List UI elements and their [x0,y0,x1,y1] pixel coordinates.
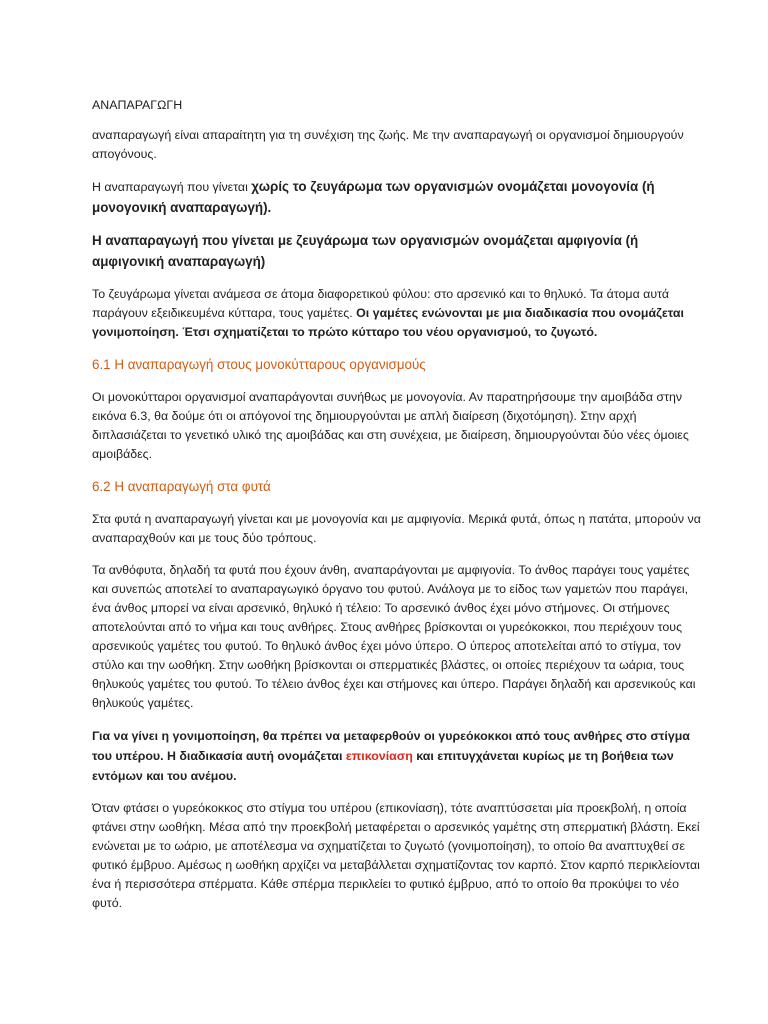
paragraph-unicellular: Οι μονοκύτταροι οργανισμοί αναπαράγονται συνήθως με μονογονία. Αν παρατηρήσουμε την αμοιβάδα στην εικόνα 6.3, θα δούμε ότι οι απόγονοί της δημιουργούνται με απλή διαίρεση (διχοτόμηση). Στην αρχή διπλασιάζεται το γενετικό υλικό της αμοιβάδας και στη συνέχεια, με διαίρεση, δημιουργούνται δύο νέες όμοιες αμοιβάδες. [92,390,689,461]
monogony-definition: χωρίς το ζευγάρωμα των οργανισμών ονομάζεται μονογονία (ή μονογονική αναπαραγωγή). [92,179,655,215]
fertilization-text: Οι γαμέτες ενώνονται με μια διαδικασία που ονομάζεται γονιμοποίηση. Έτσι σχηματίζεται το πρώτο κύτταρο του νέου οργανισμού, το ζυγωτό. [92,306,684,339]
heading-unicellular: 6.1 Η αναπαραγωγή στους μονοκύτταρους οργανισμούς [92,357,426,372]
pollination-text-end: και επιτυγχάνεται κυρίως με τη βοήθεια των εντόμων και του ανέμου. [92,749,674,783]
pollination-term: επικονίαση [345,749,413,763]
paragraph-fertilization: Όταν φτάσει ο γυρεόκοκκος στο στίγμα του υπέρου (επικονίαση), τότε αναπτύσσεται μία προεκβολή, η οποία φτάνει στην ωοθήκη. Μέσα από την προεκβολή μεταφέρεται ο αρσενικός γαμέτης στη σπερματική βλάστη. Εκεί ενώνεται με το ωάριο, με αποτέλεσμα να σχηματίζεται το ζυγωτό (γονιμοποίηση), το οποίο θα αναπτυχθεί σε φυτικό έμβρυο. Αμέσως η ωοθήκη αρχίζει να μεταβάλλεται σχηματίζοντας τον καρπό. Στον καρπό περικλείονται ένα ή περισσότερα σπέρματα. Κάθε σπέρμα περικλείει το φυτικό έμβρυο, από το οποίο θα προκύψει το νέο φυτό. [92,801,700,910]
paragraph-pollination [92,726,708,786]
paragraph-mating [92,285,708,342]
paragraph-monogony [92,177,708,218]
pollination-text: Για να γίνει η γονιμοποίηση, θα πρέπει να μεταφερθούν οι γυρεόκοκκοι από τους ανθήρες στο στίγμα του υπέρου. Η διαδικασία αυτή ονομάζεται [92,729,690,763]
heading-plants: 6.2 Η αναπαραγωγή στα φυτά [92,479,271,494]
paragraph-plants-intro: Στα φυτά η αναπαραγωγή γίνεται και με μονογονία και με αμφιγονία. Μερικά φυτά, όπως η πατάτα, μπορούν να αναπαραχθούν και με τους δύο τρόπους. [92,512,701,545]
paragraph-amphigony: Η αναπαραγωγή που γίνεται με ζευγάρωμα των οργανισμών ονομάζεται αμφιγονία (ή αμφιγονική αναπαραγωγή) [92,233,639,269]
paragraph-flowers: Τα ανθόφυτα, δηλαδή τα φυτά που έχουν άνθη, αναπαράγονται με αμφιγονία. Το άνθος παράγει τους γαμέτες και συνεπώς αποτελεί το αναπαραγωγικό όργανο του φυτού. Ανάλογα με το είδος των γαμετών που παράγει, ένα άνθος μπορεί να είναι αρσενικό, θηλυκό ή τέλειο: Το αρσενικό άνθος έχει μόνο στήμονες. Οι στήμονες αποτελούνται από το νήμα και τους ανθήρες. Στους ανθήρες βρίσκονται οι γυρεόκοκκοι, που περιέχουν τους αρσενικούς γαμέτες του φυτού. Το θηλυκό άνθος έχει μόνο ύπερο. Ο ύπερος αποτελείται από το στίγμα, τον στύλο και την ωοθήκη. Στην ωοθήκη βρίσκονται οι σπερματικές βλάστες, οι οποίες περιέχουν τα ωάρια, τους θηλυκούς γαμέτες του φυτού. Το τέλειο άνθος έχει και στήμονες και ύπερο. Παράγει δηλαδή και αρσενικούς και θηλυκούς γαμέτες. [92,563,696,710]
paragraph-intro: αναπαραγωγή είναι απαραίτητη για τη συνέχιση της ζωής. Με την αναπαραγωγή οι οργανισμοί δημιουργούν απογόνους. [92,128,684,161]
document-title: ΑΝΑΠΑΡΑΓΩΓΗ [92,98,183,112]
mating-text: Το ζευγάρωμα γίνεται ανάμεσα σε άτομα διαφορετικού φύλου: στο αρσενικό και το θηλυκό. Τα άτομα αυτά παράγουν εξειδικευμένα κύτταρα, τους γαμέτες. [92,287,669,320]
monogony-lead: Η αναπαραγωγή που γίνεται [92,180,252,194]
